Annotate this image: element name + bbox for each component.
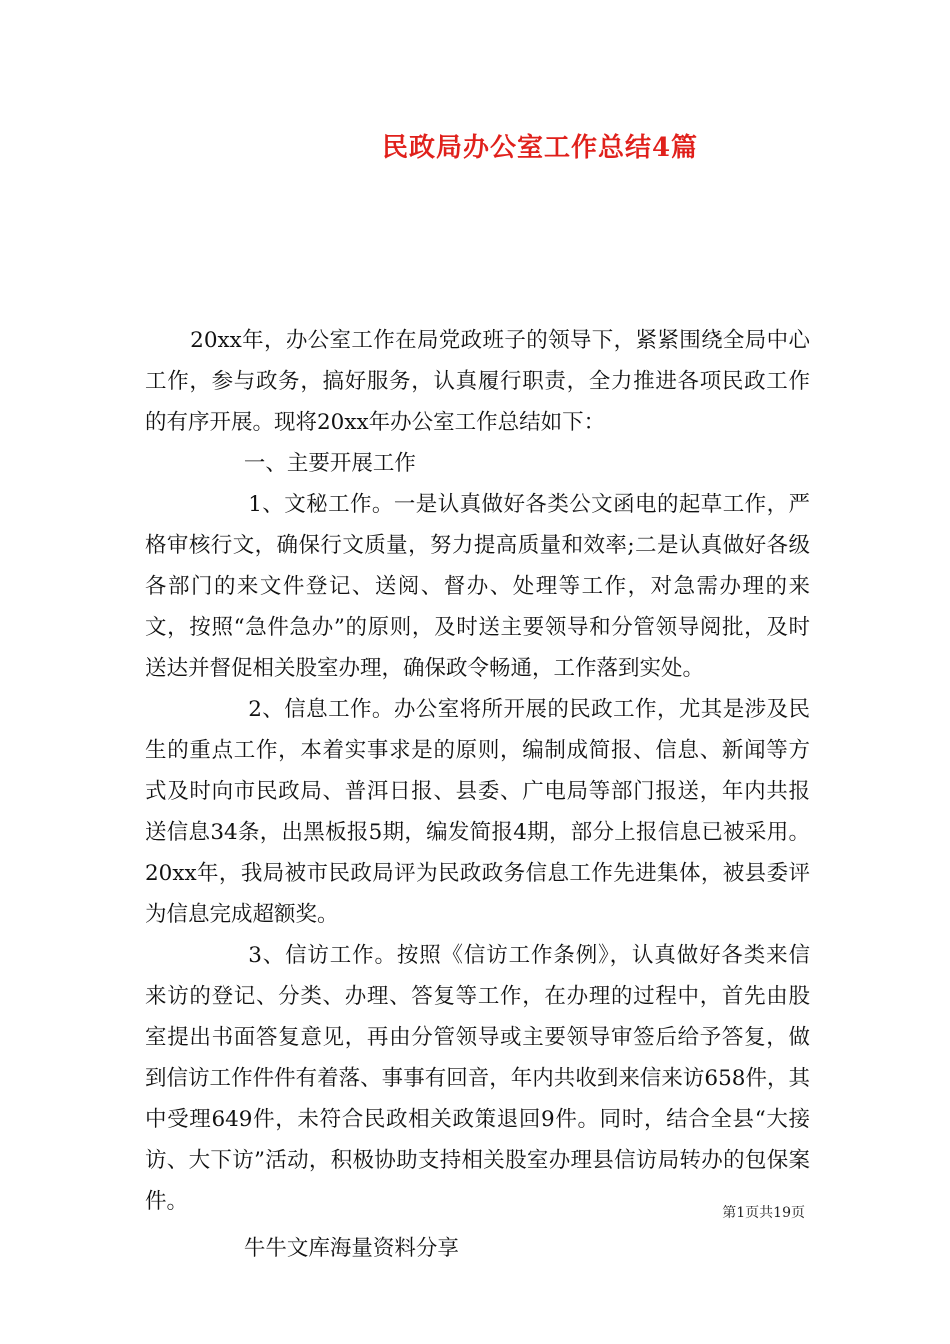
document-body — [145, 320, 810, 1269]
intro-paragraph: 20xx年，办公室工作在局党政班子的领导下，紧紧围绕全局中心工作，参与政务，搞好服务，认真履行职责，全力推进各项民政工作的有序开展。现将20xx年办公室工作总结如下： — [145, 328, 810, 435]
page-number: 第1页共19页 — [722, 1205, 805, 1221]
share-footer-text: 牛牛文库海量资料分享 — [243, 1236, 459, 1261]
document-title: 民政局办公室工作总结4篇 — [381, 133, 699, 163]
section-heading: 一、主要开展工作 — [243, 451, 416, 476]
information-work-paragraph: 2、信息工作。办公室将所开展的民政工作，尤其是涉及民生的重点工作，本着实事求是的原则，编制成简报、信息、新闻等方式及时向市民政局、普洱日报、县委、广电局等部门报送，年内共报送信息34条，出黑板报5期，编发简报4期，部分上报信息已被采用。20xx年，我局被市民政局评为民政政务信息工作先进集体，被县委评为信息完成超额奖。 — [145, 697, 810, 927]
secretarial-work-paragraph: 1、文秘工作。一是认真做好各类公文函电的起草工作，严格审核行文，确保行文质量，努力提高质量和效率;二是认真做好各级各部门的来文件登记、送阅、督办、处理等工作，对急需办理的来文，按照“急件急办”的原则，及时送主要领导和分管领导阅批，及时送达并督促相关股室办理，确保政令畅通，工作落到实处。 — [145, 492, 810, 681]
petition-work-paragraph: 3、信访工作。按照《信访工作条例》，认真做好各类来信来访的登记、分类、办理、答复等工作，在办理的过程中，首先由股室提出书面答复意见，再由分管领导或主要领导审签后给予答复，做到信访工作件件有着落、事事有回音，年内共收到来信来访658件，其中受理649件，未符合民政相关政策退回9件。同时，结合全县“大接访、大下访”活动，积极协助支持相关股室办理县信访局转办的包保案件。 — [145, 943, 810, 1214]
